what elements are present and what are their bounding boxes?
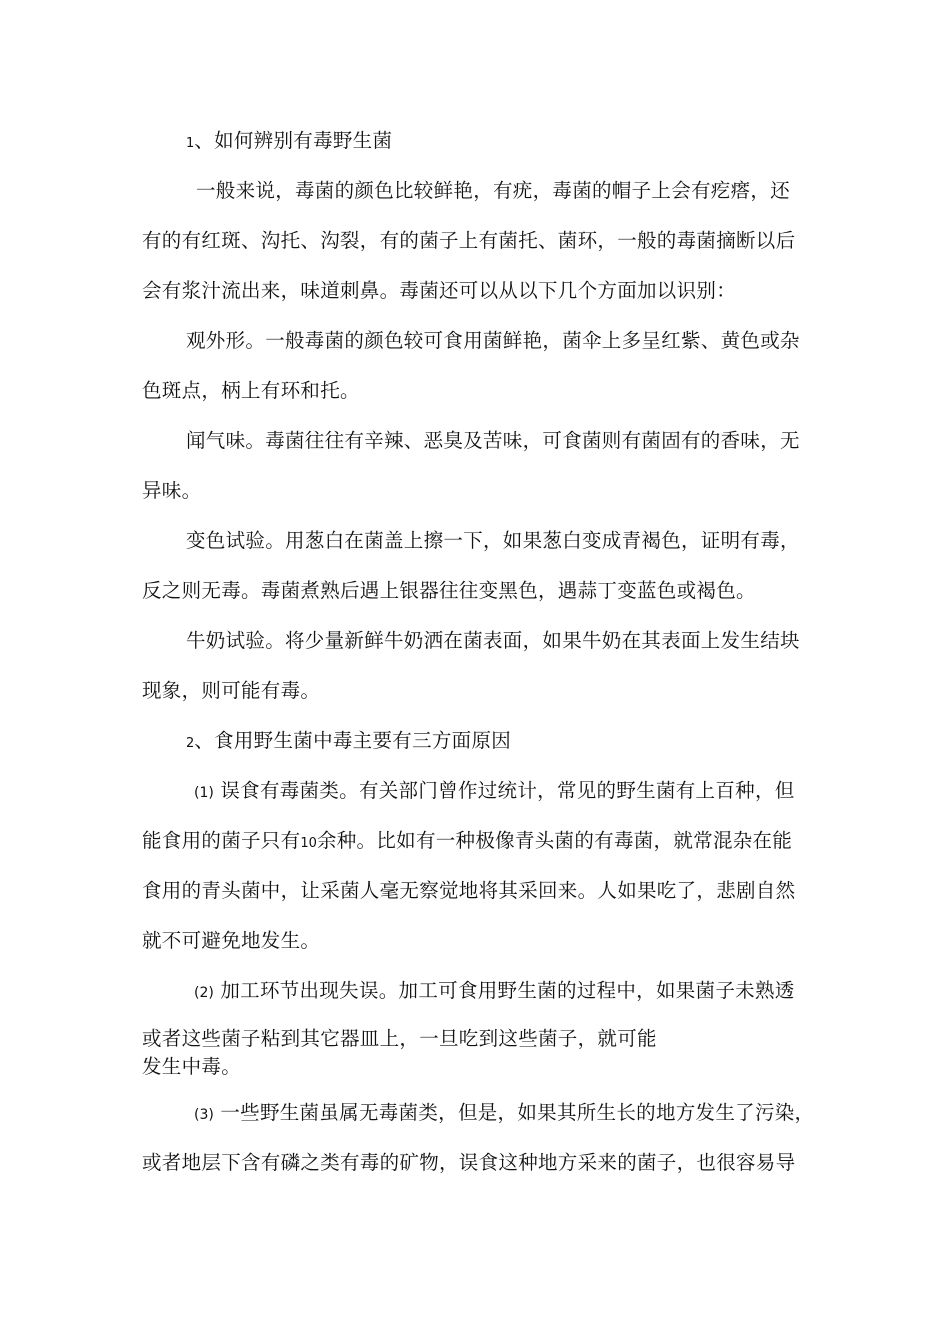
paragraph-line: 一些野生菌虽属无毒菌类，但是，如果其所生长的地方发生了污染， — [220, 1101, 815, 1124]
paragraph-line: 观外形。一般毒菌的颜色较可食用菌鲜艳，菌伞上多呈红紫、黄色或杂 — [186, 329, 800, 352]
list-marker: (1) — [194, 785, 214, 801]
paragraph-line-with-number — [142, 828, 842, 857]
paragraph-line: 一般来说，毒菌的颜色比较鲜艳，有疣，毒菌的帽子上会有疙瘩，还 — [196, 179, 791, 202]
paragraph-line: 有的有红斑、沟托、沟裂，有的菌子上有菌托、菌环，一般的毒菌摘断以后 — [142, 229, 796, 252]
section-heading-1 — [186, 128, 886, 157]
section-number: 1 — [186, 136, 195, 151]
paragraph-line: 现象，则可能有毒。 — [142, 679, 321, 702]
paragraph-line: 变色试验。用葱白在菌盖上擦一下，如果葱白变成青褐色，证明有毒， — [186, 529, 800, 552]
paragraph-line: 异味。 — [142, 479, 202, 502]
list-marker: (2) — [194, 985, 214, 1001]
section-heading-2 — [186, 728, 886, 757]
paragraph-line: 食用的青头菌中，让采菌人毫无察觉地将其采回来。人如果吃了，悲剧自然 — [142, 879, 796, 902]
section-number: 2 — [186, 736, 195, 751]
section-title: 、食用野生菌中毒主要有三方面原因 — [194, 729, 512, 752]
list-item-1 — [194, 778, 894, 806]
paragraph-line: 牛奶试验。将少量新鲜牛奶洒在菌表面，如果牛奶在其表面上发生结块 — [186, 629, 800, 652]
paragraph-text: 余种。比如有一种极像青头菌的有毒菌，就常混杂在能 — [316, 829, 793, 852]
paragraph-line: 误食有毒菌类。有关部门曾作过统计，常见的野生菌有上百种，但 — [220, 779, 795, 802]
paragraph-line: 色斑点，柄上有环和托。 — [142, 379, 360, 402]
paragraph-line: 或者这些菌子粘到其它器皿上，一旦吃到这些菌子，就可能 — [142, 1027, 657, 1050]
paragraph-line: 或者地层下含有磷之类有毒的矿物，误食这种地方采来的菌子，也很容易导 — [142, 1151, 796, 1174]
paragraph-line: 会有浆汁流出来，味道刺鼻。毒菌还可以从以下几个方面加以识别： — [142, 279, 737, 302]
section-title: 、如何辨别有毒野生菌 — [194, 129, 393, 152]
paragraph-line: 就不可避免地发生。 — [142, 929, 321, 952]
list-item-3 — [194, 1100, 894, 1128]
paragraph-line: 闻气味。毒菌往往有辛辣、恶臭及苦味，可食菌则有菌固有的香味，无 — [186, 429, 800, 452]
list-marker: (3) — [194, 1107, 214, 1123]
paragraph-text: 能食用的菌子只有 — [142, 829, 301, 852]
list-item-2 — [194, 978, 894, 1006]
paragraph-line: 加工环节出现失误。加工可食用野生菌的过程中，如果菌子未熟透 — [220, 979, 795, 1002]
inline-number: 10 — [300, 836, 317, 851]
paragraph-line: 发生中毒。 — [142, 1055, 242, 1078]
paragraph-line: 反之则无毒。毒菌煮熟后遇上银器往往变黑色，遇蒜丁变蓝色或褐色。 — [142, 579, 756, 602]
